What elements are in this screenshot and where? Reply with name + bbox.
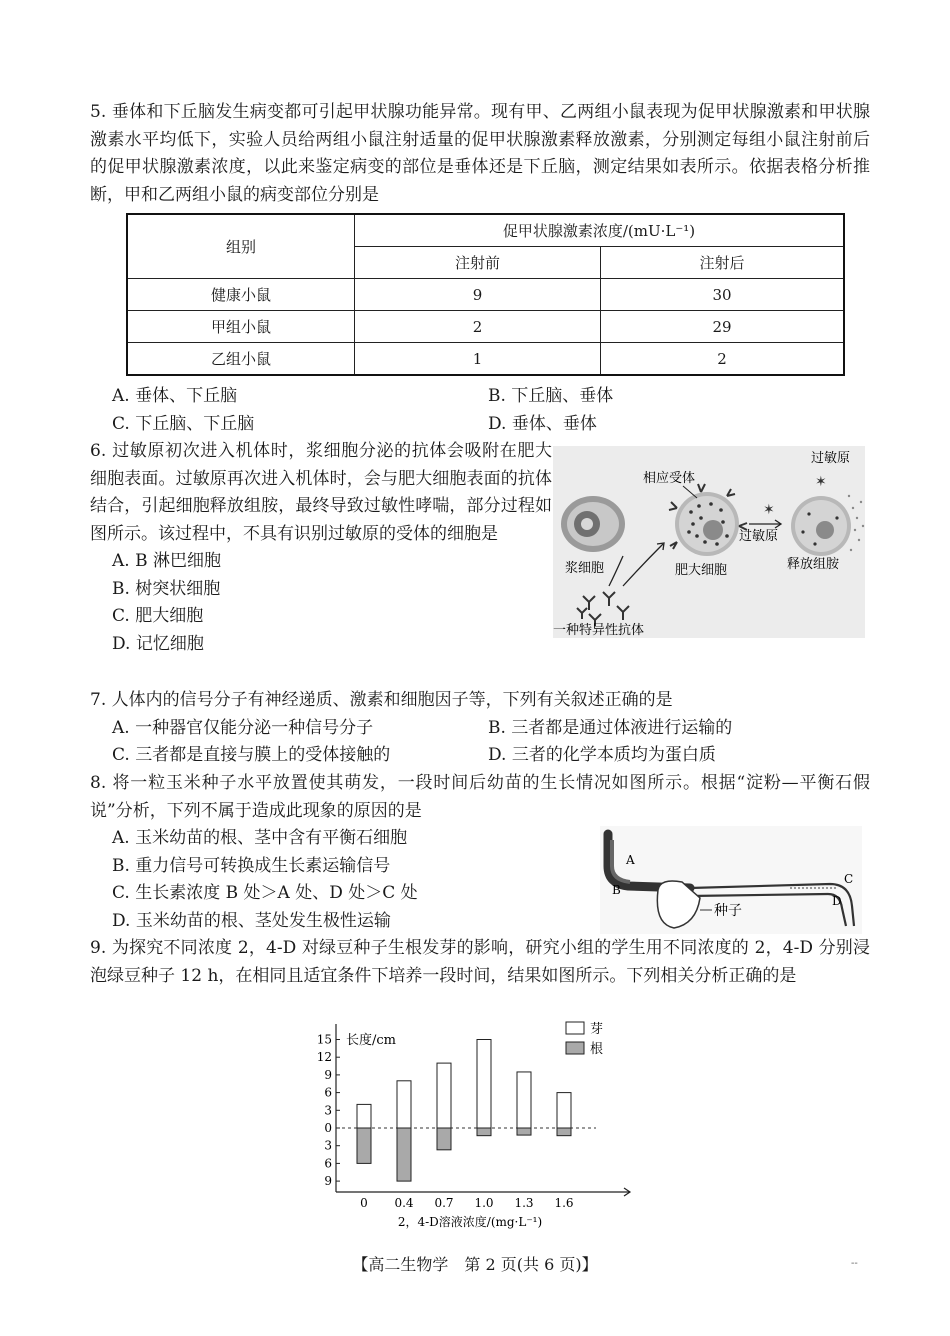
x-tick-label: 1.0 xyxy=(474,1196,494,1210)
bar-root xyxy=(357,1128,371,1163)
table-header-group: 组别 xyxy=(127,214,355,279)
q6-option-c[interactable]: C. 肥大细胞 xyxy=(112,606,204,626)
q6-figure xyxy=(553,446,865,638)
x-axis-label: 2，4-D溶液浓度/(mg·L⁻¹) xyxy=(397,1215,543,1229)
q7-option-d[interactable]: D. 三者的化学本质均为蛋白质 xyxy=(488,745,716,765)
row-before: 9 xyxy=(355,279,601,311)
q8-stem: 8. 将一粒玉米种子水平放置使其萌发，一段时间后幼苗的生长情况如图所示。根据“淀粉—平衡石假说”分析，下列不属于造成此现象的原因的是 xyxy=(90,773,870,821)
y-tick-label: 6 xyxy=(324,1156,332,1171)
q7-stem: 7. 人体内的信号分子有神经递质、激素和细胞因子等，下列有关叙述正确的是 xyxy=(90,690,673,710)
question-6 xyxy=(90,438,552,658)
q6-option-d[interactable]: D. 记忆细胞 xyxy=(112,633,204,654)
bar-sprout xyxy=(557,1093,571,1128)
table-row xyxy=(127,311,844,343)
x-tick-label: 1.6 xyxy=(554,1196,574,1210)
q7-option-b[interactable]: B. 三者都是通过体液进行运输的 xyxy=(488,717,733,738)
y-tick-label: 3 xyxy=(324,1103,332,1118)
plasma-cell-icon xyxy=(561,496,625,552)
q5-option-d[interactable]: D. 垂体、垂体 xyxy=(488,413,597,434)
q8-option-c[interactable]: C. 生长素浓度 B 处＞A 处、D 处＞C 处 xyxy=(112,883,418,903)
table-header-after: 注射后 xyxy=(601,247,845,279)
y-tick-label: 3 xyxy=(324,1138,332,1153)
page-footer: 【高二生物学 第 2 页(共 6 页)】 xyxy=(352,1255,598,1274)
row-before: 2 xyxy=(355,311,601,343)
bar-sprout xyxy=(517,1072,531,1128)
row-name: 甲组小鼠 xyxy=(127,311,355,343)
table-row xyxy=(127,279,844,311)
label-seed: 种子 xyxy=(714,903,742,919)
bar-root xyxy=(557,1128,571,1136)
q5-table xyxy=(126,213,845,376)
row-name: 乙组小鼠 xyxy=(127,343,355,376)
question-9 xyxy=(90,935,870,990)
y-tick-label: 12 xyxy=(316,1050,332,1065)
legend-swatch-root xyxy=(566,1042,584,1054)
legend-label-sprout: 芽 xyxy=(590,1022,604,1037)
y-tick-label: 9 xyxy=(324,1067,332,1082)
label-allergen-mid: 过敏原 xyxy=(739,529,779,544)
q5-option-c[interactable]: C. 下丘脑、下丘脑 xyxy=(112,413,255,434)
label-allergen-top: 过敏原 xyxy=(811,451,851,466)
legend-label-root: 根 xyxy=(590,1042,604,1057)
q9-chart xyxy=(300,1014,640,1236)
y-tick-label: 6 xyxy=(324,1085,332,1100)
q8-option-b[interactable]: B. 重力信号可转换成生长素运输信号 xyxy=(112,855,391,876)
y-tick-label: 0 xyxy=(324,1121,332,1135)
label-plasma-cell: 浆细胞 xyxy=(565,561,605,576)
q8-option-d[interactable]: D. 玉米幼苗的根、茎处发生极性运输 xyxy=(112,910,391,931)
q8-figure xyxy=(600,826,862,934)
q7-option-c[interactable]: C. 三者都是直接与膜上的受体接触的 xyxy=(112,745,391,765)
label-b: B xyxy=(612,883,621,897)
q9-stem: 9. 为探究不同浓度 2，4-D 对绿豆种子生根发芽的影响，研究小组的学生用不同浓度的 2，4-D 分别浸泡绿豆种子 12 h，在相同且适宜条件下培养一段时间，结果如图所示。下列相关分析正确的是 xyxy=(90,938,870,986)
y-tick-label: 15 xyxy=(316,1032,332,1047)
bar-root xyxy=(517,1128,531,1135)
label-antibody: 一种特异性抗体 xyxy=(553,623,645,638)
label-mast-cell: 肥大细胞 xyxy=(675,563,728,578)
label-c: C xyxy=(844,872,854,886)
y-tick-label: 9 xyxy=(324,1174,332,1189)
label-histamine: 释放组胺 xyxy=(787,557,840,572)
bar-root xyxy=(397,1128,411,1181)
bar-sprout xyxy=(357,1104,371,1128)
row-name: 健康小鼠 xyxy=(127,279,355,311)
x-tick-label: 1.3 xyxy=(514,1196,534,1210)
row-after: 29 xyxy=(601,311,845,343)
bar-sprout xyxy=(437,1063,451,1128)
row-after: 30 xyxy=(601,279,845,311)
bar-root xyxy=(437,1128,451,1150)
row-after: 2 xyxy=(601,343,845,376)
footer-mark: -- xyxy=(851,1258,858,1269)
x-tick-label: 0.7 xyxy=(434,1196,454,1210)
q6-option-a[interactable]: A. B 淋巴细胞 xyxy=(112,551,221,571)
q6-option-b[interactable]: B. 树突状细胞 xyxy=(112,578,221,599)
bar-sprout xyxy=(397,1081,411,1128)
allergen-top-star-icon: ✶ xyxy=(815,474,827,490)
table-header-conc: 促甲状腺激素浓度/(mU·L⁻¹) xyxy=(355,214,845,247)
q5-option-b[interactable]: B. 下丘脑、垂体 xyxy=(488,386,614,406)
legend-swatch-sprout xyxy=(566,1022,584,1034)
q5-option-a[interactable]: A. 垂体、下丘脑 xyxy=(112,386,238,406)
label-receptor: 相应受体 xyxy=(643,471,696,486)
label-a: A xyxy=(626,853,635,867)
x-tick-label: 0.4 xyxy=(394,1196,414,1210)
q6-stem: 6. 过敏原初次进入机体时，浆细胞分泌的抗体会吸附在肥大细胞表面。过敏原再次进入机体时，会与肥大细胞表面的抗体结合，引起细胞释放组胺，最终导致过敏性哮喘，部分过程如图所示。该过程中，不具有识别过敏原的受体的细胞是 xyxy=(90,441,552,544)
table-row xyxy=(127,343,844,376)
y-axis-label: 长度/cm xyxy=(346,1033,396,1048)
q8-option-a[interactable]: A. 玉米幼苗的根、茎中含有平衡石细胞 xyxy=(112,828,408,848)
q5-options xyxy=(90,383,870,438)
q5-stem: 5. 垂体和下丘脑发生病变都可引起甲状腺功能异常。现有甲、乙两组小鼠表现为促甲状腺激素和甲状腺激素水平均低下，实验人员给两组小鼠注射适量的促甲状腺激素释放激素，分别测定每组小鼠注射前后的促甲状腺激素浓度，以此来鉴定病变的部位是垂体还是下丘脑，测定结果如表所示。依据表格分析推断，甲和乙两组小鼠的病变部位分别是 xyxy=(90,102,870,205)
q7-option-a[interactable]: A. 一种器官仅能分泌一种信号分子 xyxy=(112,717,374,738)
question-7 xyxy=(90,687,870,770)
x-tick-label: 0 xyxy=(360,1196,368,1210)
question-5 xyxy=(90,99,870,209)
row-before: 1 xyxy=(355,343,601,376)
allergen-star-icon: ✶ xyxy=(763,502,775,518)
bar-sprout xyxy=(477,1040,491,1129)
bar-root xyxy=(477,1128,491,1136)
label-d: D xyxy=(832,894,842,908)
table-header-before: 注射前 xyxy=(355,247,601,279)
